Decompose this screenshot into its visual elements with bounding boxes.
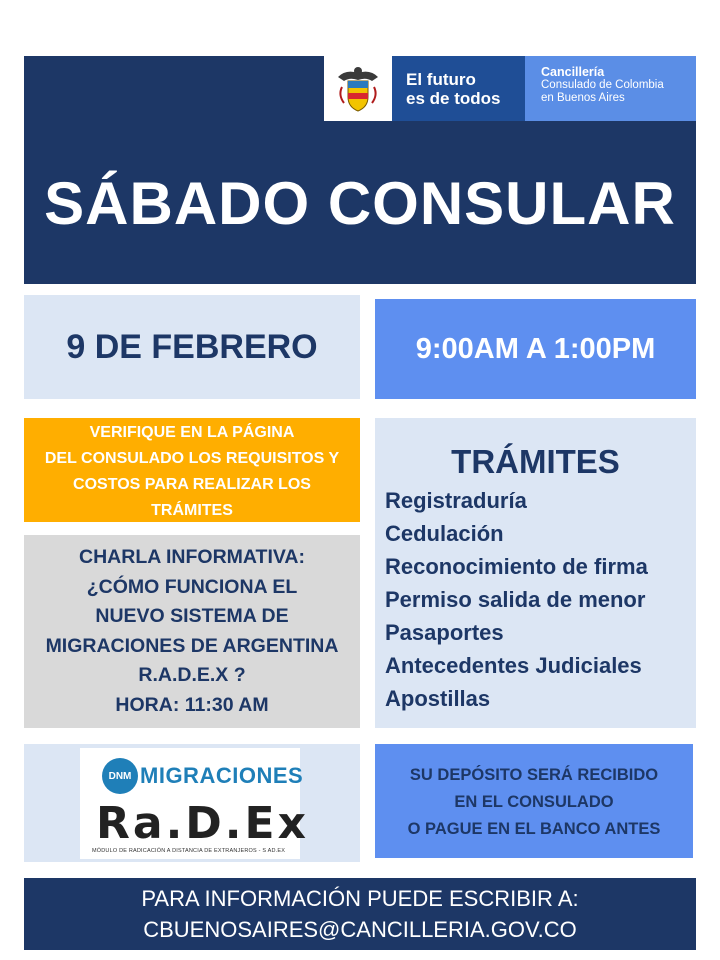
- services-list: [385, 484, 648, 715]
- service-item: Permiso salida de menor: [385, 587, 646, 612]
- notice-line: VERIFIQUE EN LA PÁGINA: [89, 424, 295, 441]
- migraciones-logo-box: [24, 744, 360, 862]
- brand-bar: [324, 56, 696, 121]
- radex-logo-text: Ra.D.Ex: [96, 798, 309, 849]
- notice-line: DEL CONSULADO LOS REQUISITOS Y: [44, 450, 340, 467]
- page-title: SÁBADO CONSULAR: [44, 170, 676, 237]
- deposit-notice: [375, 744, 693, 858]
- event-time: 9:00AM A 1:00PM: [375, 299, 696, 399]
- org-line-3: en Buenos Aires: [541, 92, 625, 104]
- slogan-line-2: es de todos: [406, 88, 501, 108]
- deposit-line: EN EL CONSULADO: [454, 793, 614, 811]
- service-item: Reconocimiento de firma: [385, 554, 648, 579]
- slogan-box: [392, 56, 525, 121]
- talk-line: R.A.D.E.X ?: [138, 664, 246, 686]
- header-banner: [24, 56, 696, 284]
- service-item: Cedulación: [385, 521, 504, 546]
- migraciones-name: MIGRACIONES: [140, 763, 304, 788]
- radex-subtitle: MÓDULO DE RADICACIÓN A DISTANCIA DE EXTRANJEROS - S AD.EX: [92, 848, 286, 854]
- migraciones-logo: [80, 748, 309, 859]
- talk-line: ¿CÓMO FUNCIONA EL: [86, 575, 298, 598]
- slogan-line-1: El futuro: [406, 69, 476, 89]
- service-item: Antecedentes Judiciales: [385, 653, 642, 678]
- talk-line: NUEVO SISTEMA DE: [95, 605, 289, 627]
- service-item: Apostillas: [385, 686, 491, 711]
- services-box: [375, 418, 696, 728]
- colombia-coat-of-arms-icon: [332, 63, 384, 115]
- service-item: Pasaportes: [385, 620, 504, 645]
- services-title: TRÁMITES: [451, 443, 620, 480]
- contact-email[interactable]: CBUENOSAIRES@CANCILLERIA.GOV.CO: [143, 917, 577, 942]
- deposit-line: O PAGUE EN EL BANCO ANTES: [407, 820, 661, 838]
- info-talk-box: [24, 535, 360, 728]
- requirements-notice: [24, 418, 360, 522]
- notice-line: COSTOS PARA REALIZAR LOS: [73, 476, 311, 493]
- cancilleria-box: [525, 56, 696, 121]
- contact-label: PARA INFORMACIÓN PUEDE ESCRIBIR A:: [141, 886, 579, 911]
- deposit-line: SU DEPÓSITO SERÁ RECIBIDO: [409, 766, 659, 784]
- talk-time: HORA: 11:30 AM: [115, 693, 269, 716]
- talk-line: CHARLA INFORMATIVA:: [78, 546, 306, 568]
- notice-line: TRÁMITES: [151, 502, 233, 519]
- talk-line: MIGRACIONES DE ARGENTINA: [45, 634, 339, 657]
- contact-footer: [24, 878, 696, 950]
- org-name: Cancillería: [541, 65, 605, 79]
- seal-box: [324, 56, 392, 121]
- event-date: 9 DE FEBRERO: [24, 295, 360, 399]
- service-item: Registraduría: [385, 488, 527, 513]
- org-line-2: Consulado de Colombia: [541, 79, 664, 91]
- dnm-badge-icon: DNM: [102, 758, 138, 794]
